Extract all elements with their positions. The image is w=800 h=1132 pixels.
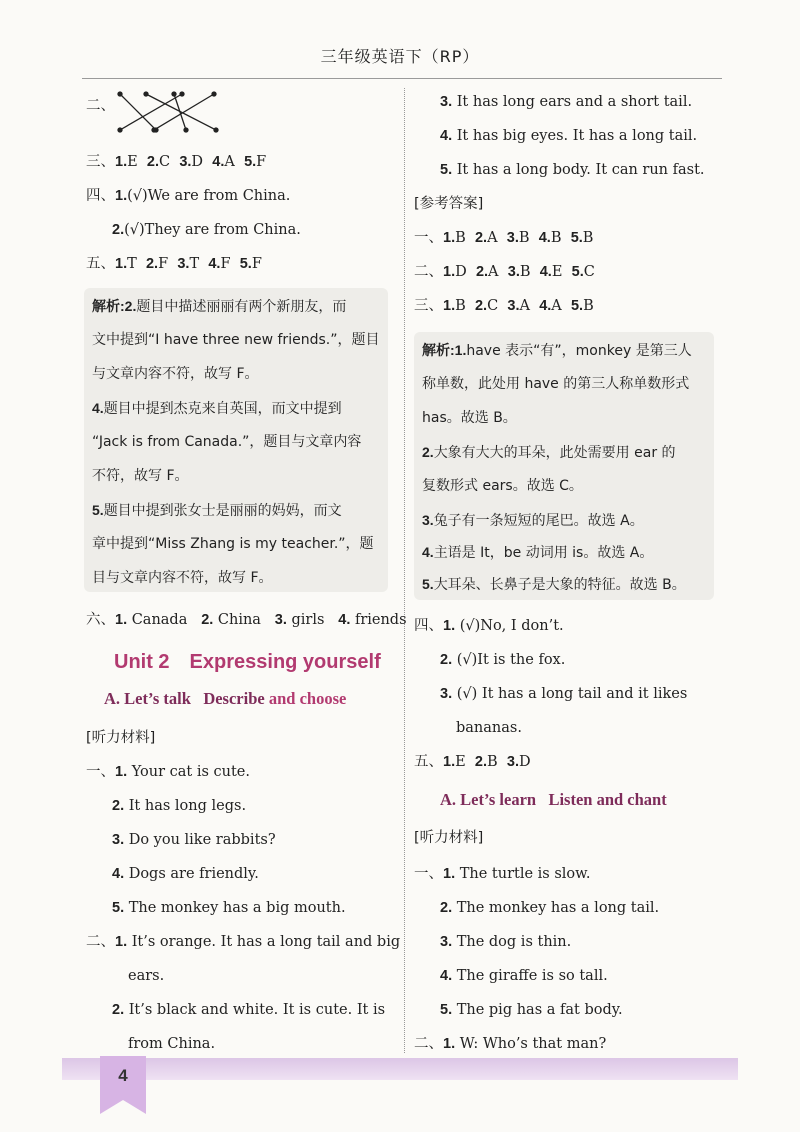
item-number: 3. — [440, 934, 453, 950]
answer: D — [191, 154, 204, 170]
listening-text: The pig has a fat body. — [456, 1002, 623, 1018]
section-part: A. Let’s talk — [104, 689, 191, 708]
s1-item-5 — [440, 1000, 623, 1020]
item-number: 2. — [474, 298, 488, 314]
analysis-p5-line3: 目与文章内容不符，故写 F。 — [92, 570, 273, 586]
q4-item-2 — [112, 220, 301, 240]
item-number: 5. — [92, 502, 104, 518]
reference-answers-label: [参考答案] — [414, 196, 484, 212]
analysis-p2-line3: 与文章内容不符，故写 F。 — [92, 366, 259, 382]
section-part: A. Let’s learn — [440, 790, 537, 809]
item-number: 1. — [115, 612, 128, 628]
right-listening-item-5 — [440, 160, 705, 180]
q5-label: 五、 — [86, 256, 115, 272]
answer: B — [519, 264, 531, 280]
answer: E — [551, 264, 563, 280]
analysis-p2-line1 — [92, 296, 346, 317]
page-title: 三年级英语下（RP） — [320, 47, 480, 66]
analysis-p4-line2: “Jack is from Canada.”，题目与文章内容 — [92, 434, 362, 450]
listening-2-item-1-cont: ears. — [128, 968, 165, 984]
item-number: 2. — [112, 798, 125, 814]
section-part: and choose — [268, 689, 347, 708]
r-analysis-p3 — [422, 510, 644, 531]
right-listening-item-4 — [440, 126, 697, 146]
item-number: 4. — [338, 612, 351, 628]
listening-1-item-5 — [112, 898, 346, 918]
r-analysis-p5 — [422, 574, 686, 595]
s2-label: 二、 — [414, 1036, 443, 1052]
item-number: 1. — [443, 298, 456, 314]
listening-2-item-2 — [112, 1000, 385, 1020]
answer: B — [455, 298, 466, 314]
item-number: 2. — [474, 754, 487, 770]
item-number: 5. — [570, 230, 583, 246]
listening-2-item-1 — [86, 932, 400, 952]
item-number: 2. — [474, 230, 488, 246]
section-heading-talk — [104, 689, 346, 709]
q3-label: 三、 — [86, 154, 115, 170]
item-number: 4. — [539, 298, 552, 314]
item-number: 2. — [440, 900, 453, 916]
item-number: 3. — [112, 832, 125, 848]
answer: E — [455, 754, 466, 770]
answer: Canada — [131, 612, 188, 628]
r-analysis-p1-line3: has。故选 B。 — [422, 410, 517, 426]
listening-text: W: Who’s that man? — [459, 1036, 607, 1052]
r-analysis-p1-line2: 称单数，此处用 have 的第三人称单数形式 — [422, 376, 690, 392]
listening-text: Do you like rabbits? — [128, 832, 276, 848]
item-number: 3. — [179, 154, 192, 170]
item-number: 4. — [422, 544, 434, 560]
item-number: 1. — [115, 154, 128, 170]
item-number: 1. — [443, 264, 456, 280]
footer-band — [62, 1058, 738, 1080]
analysis-text: 大象有大大的耳朵，此处需要用 ear 的 — [433, 445, 676, 461]
listening-text: The monkey has a long tail. — [456, 900, 660, 916]
header-rule — [82, 78, 722, 79]
item-number: 4. — [539, 264, 552, 280]
item-number: 3. — [177, 256, 190, 272]
s1-label: 一、 — [414, 866, 443, 882]
q6-label: 六、 — [86, 612, 115, 628]
answer: friends — [354, 612, 407, 628]
l2-label: 二、 — [86, 934, 115, 950]
item-number: 1. — [443, 1036, 456, 1052]
analysis-text: 题目中提到张女士是丽丽的妈妈，而文 — [103, 503, 342, 519]
analysis-text: 主语是 It，be 动词用 is。故选 A。 — [433, 545, 654, 561]
l1-label: 一、 — [86, 764, 115, 780]
item-number: 4. — [208, 256, 221, 272]
item-number: 2. — [475, 264, 489, 280]
r5-label: 五、 — [414, 754, 443, 770]
r4-item-3-cont: bananas. — [456, 720, 522, 736]
listening-label-left: [听力材料] — [86, 730, 156, 746]
item-number: 4. — [440, 128, 453, 144]
r1-answers — [414, 228, 593, 248]
analysis-text: have 表示“有”，monkey 是第三人 — [466, 343, 692, 359]
item-number: 5. — [239, 256, 252, 272]
answer: B — [550, 230, 562, 246]
item-number: 1. — [443, 754, 456, 770]
answer: B — [518, 230, 530, 246]
r3-answers — [414, 296, 594, 316]
answer: A — [224, 154, 235, 170]
item-number: 4. — [212, 154, 225, 170]
answer: C — [159, 154, 171, 170]
item-number: 2. — [146, 154, 159, 170]
answer: B — [487, 754, 498, 770]
item-number: 2. — [201, 612, 214, 628]
item-number: 3. — [274, 612, 287, 628]
listening-text: Your cat is cute. — [131, 764, 250, 780]
item-number: 4. — [92, 400, 104, 416]
r4-item-3 — [440, 684, 687, 704]
item-number: 3. — [422, 512, 434, 528]
listening-1-item-3 — [112, 830, 276, 850]
item-number: 1. — [115, 764, 128, 780]
q4-item-1 — [86, 186, 290, 206]
r4-item-2 — [440, 650, 565, 670]
item-number: 2. — [112, 1002, 125, 1018]
answer: D — [455, 264, 467, 280]
item-number: 2. — [145, 256, 159, 272]
answer: C — [583, 264, 595, 280]
analysis-p2-line2: 文中提到“I have three new friends.”，题目 — [92, 332, 380, 348]
q3-answers — [86, 152, 266, 172]
page-number: 4 — [118, 1066, 128, 1085]
listening-1-item-4 — [112, 864, 259, 884]
listening-text: The dog is thin. — [456, 934, 572, 950]
answer: E — [127, 154, 138, 170]
listening-text: It’s orange. It has a long tail and big — [131, 934, 401, 950]
q4-label: 四、 — [86, 188, 115, 204]
s1-item-4 — [440, 966, 608, 986]
listening-text: The monkey has a big mouth. — [128, 900, 346, 916]
item-number: 1. — [115, 188, 128, 204]
answer: D — [518, 754, 531, 770]
listening-text: It’s black and white. It is cute. It is — [128, 1002, 386, 1018]
r-analysis-p2-line2: 复数形式 ears。故选 C。 — [422, 478, 583, 494]
analysis-p4-line1 — [92, 398, 342, 419]
listening-1-item-1 — [86, 762, 250, 782]
item-number: 5. — [422, 576, 434, 592]
q2-label: 二、 — [86, 98, 115, 114]
answer: B — [582, 230, 594, 246]
item-number: 1. — [443, 866, 456, 882]
listening-text: It has long legs. — [128, 798, 247, 814]
listening-label-right: [听力材料] — [414, 830, 484, 846]
analysis-text: 题目中提到杰克来自英国，而文中提到 — [103, 401, 342, 417]
s1-item-3 — [440, 932, 571, 952]
answer-text: (√) It has a long tail and it likes — [456, 686, 688, 702]
item-number: 3. — [506, 230, 519, 246]
item-number: 3. — [507, 298, 520, 314]
answer: China — [217, 612, 261, 628]
item-number: 2. — [124, 298, 137, 314]
item-number: 1. — [443, 230, 456, 246]
r5-answers — [414, 752, 531, 772]
answer: F — [256, 154, 267, 170]
item-number: 4. — [440, 968, 453, 984]
s1-item-2 — [440, 898, 659, 918]
r3-label: 三、 — [414, 298, 443, 314]
listening-text: It has big eyes. It has a long tail. — [456, 128, 698, 144]
listening-text: It has a long body. It can run fast. — [456, 162, 705, 178]
r1-label: 一、 — [414, 230, 443, 246]
answer: A — [487, 230, 498, 246]
r4-item-1 — [414, 616, 564, 636]
listening-text: Dogs are friendly. — [128, 866, 259, 882]
item-number: 2. — [422, 444, 434, 460]
analysis-text: 兔子有一条短短的尾巴。故选 A。 — [433, 513, 644, 529]
item-number: 3. — [507, 264, 520, 280]
listening-text: The turtle is slow. — [459, 866, 591, 882]
analysis-label: 解析: — [92, 298, 125, 314]
analysis-p5-line2: 章中提到“Miss Zhang is my teacher.”，题 — [92, 536, 374, 552]
right-listening-item-3 — [440, 92, 692, 112]
listening-text: It has long ears and a short tail. — [456, 94, 693, 110]
item-number: 2. — [440, 652, 453, 668]
answer: A — [519, 298, 530, 314]
column-divider — [404, 88, 405, 1053]
answer: F — [220, 256, 231, 272]
listening-1-item-2 — [112, 796, 246, 816]
answer: F — [158, 256, 169, 272]
item-number: 1. — [115, 256, 128, 272]
r-analysis-p4 — [422, 542, 653, 563]
section-part: Listen and chant — [548, 790, 667, 809]
answer: B — [455, 230, 466, 246]
item-number: 1. — [443, 618, 456, 634]
analysis-p4-line3: 不符，故写 F。 — [92, 468, 189, 484]
section-part: Describe — [203, 689, 269, 708]
item-number: 5. — [571, 264, 584, 280]
item-number: 5. — [440, 1002, 453, 1018]
answer-text: (√)We are from China. — [127, 188, 291, 204]
answer: A — [551, 298, 562, 314]
answer: F — [251, 256, 262, 272]
item-number: 5. — [440, 162, 453, 178]
item-number: 4. — [112, 866, 125, 882]
analysis-text: 题目中描述丽丽有两个新朋友，而 — [136, 299, 347, 315]
analysis-p5-line1 — [92, 500, 342, 521]
q6-answers — [86, 610, 407, 630]
q5-answers — [86, 254, 262, 274]
item-number: 5. — [112, 900, 125, 916]
answer: C — [487, 298, 499, 314]
item-number: 3. — [440, 94, 453, 110]
analysis-label: 解析: — [422, 342, 455, 358]
item-number: 1. — [115, 934, 128, 950]
answer-text: (√)No, I don’t. — [459, 618, 564, 634]
answer: T — [189, 256, 200, 272]
unit-title: Unit 2 Expressing yourself — [114, 651, 381, 673]
s2-item-1 — [414, 1034, 606, 1054]
item-number: 2. — [112, 222, 125, 238]
item-number: 5. — [570, 298, 584, 314]
s1-item-1 — [414, 864, 590, 884]
answer-text: (√)They are from China. — [124, 222, 301, 238]
analysis-text: 大耳朵、长鼻子是大象的特征。故选 B。 — [433, 577, 686, 593]
listening-2-item-2-cont: from China. — [128, 1036, 216, 1052]
listening-text: The giraffe is so tall. — [456, 968, 608, 984]
r-analysis-p2-line1 — [422, 442, 676, 463]
answer: girls — [291, 612, 325, 628]
item-number: 4. — [538, 230, 551, 246]
r2-answers — [414, 262, 595, 282]
item-number: 3. — [440, 686, 453, 702]
r-analysis-p1-line1 — [422, 340, 692, 361]
answer: B — [583, 298, 594, 314]
section-heading-learn — [440, 790, 667, 810]
r4-label: 四、 — [414, 618, 443, 634]
item-number: 5. — [244, 154, 257, 170]
answer: T — [127, 256, 137, 272]
matching-lines-diagram — [116, 90, 220, 136]
answer-text: (√)It is the fox. — [456, 652, 566, 668]
item-number: 1. — [454, 342, 467, 358]
answer: A — [488, 264, 499, 280]
item-number: 3. — [506, 754, 519, 770]
r2-label: 二、 — [414, 264, 443, 280]
